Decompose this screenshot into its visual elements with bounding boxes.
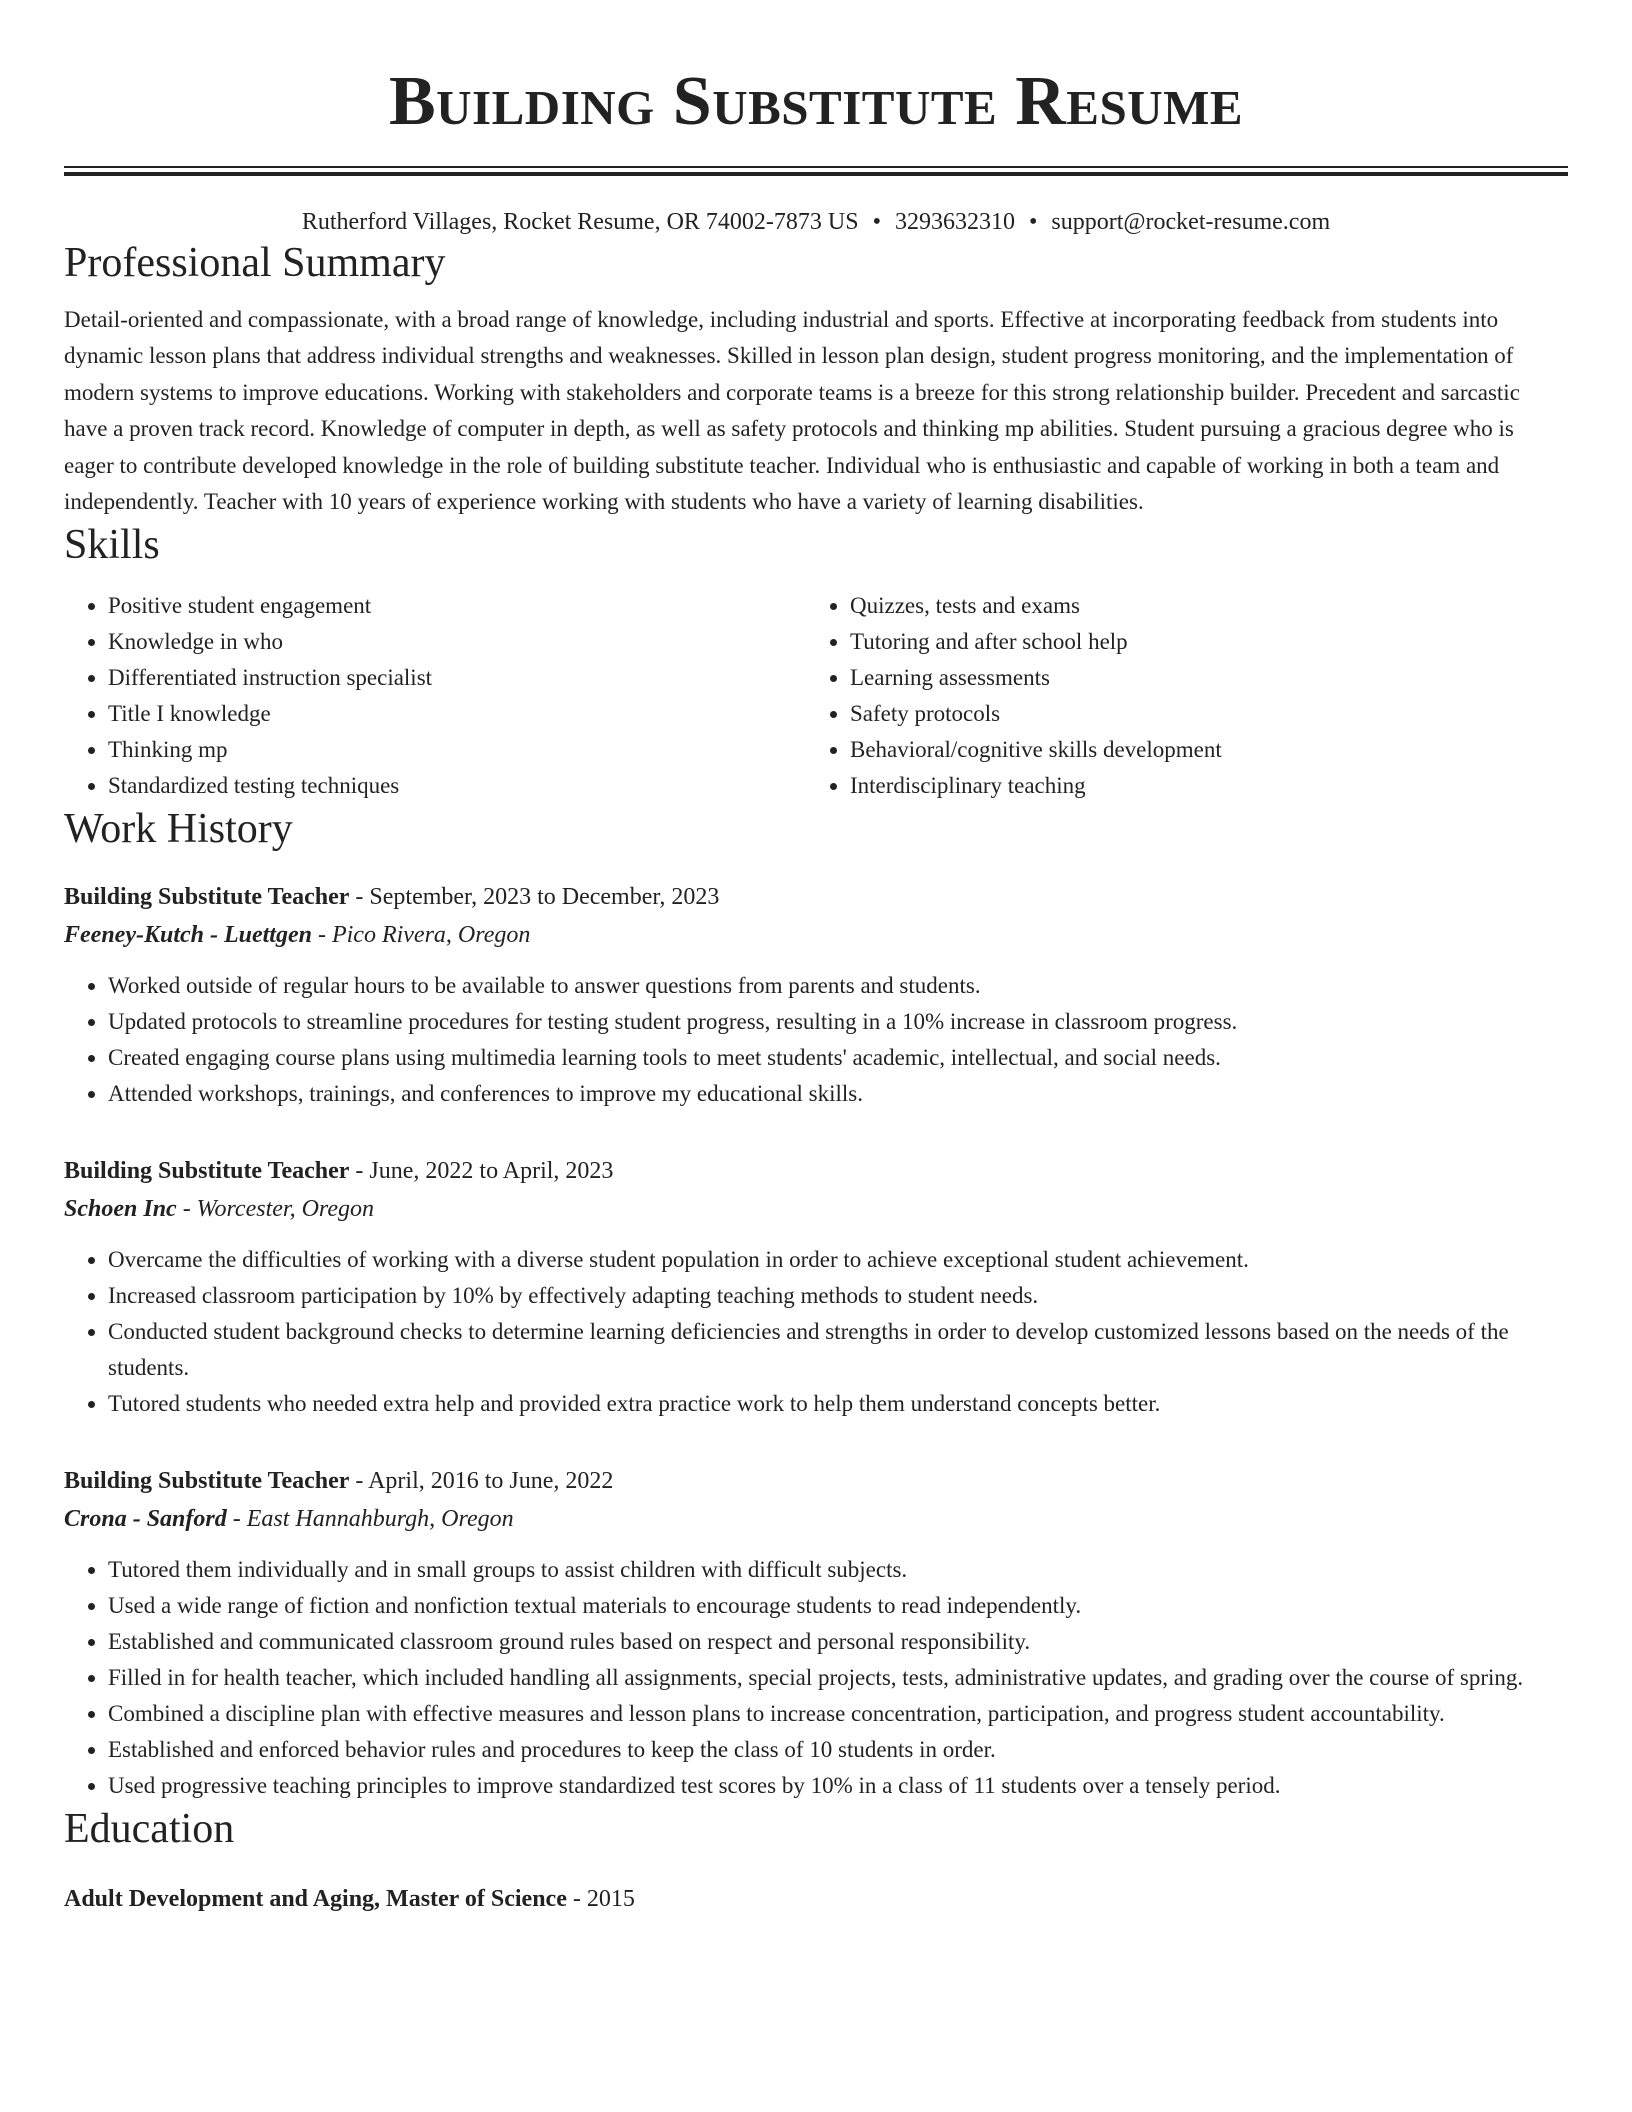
education-entry [64,1880,1568,1918]
job-dates: - June, 2022 to April, 2023 [349,1158,614,1185]
contact-separator: • [1029,209,1038,235]
job-bullet: • Created engaging course plans using multimedia learning tools to meet students' academic, intellectual, and social needs. [108,1040,1568,1076]
job-company-line [64,1190,1568,1228]
job-bullet: • Increased classroom participation by 10% by effectively adapting teaching methods to student needs. [108,1278,1568,1314]
skills-columns [64,588,1568,804]
job-dates: - April, 2016 to June, 2022 [349,1468,614,1495]
education-year: - 2015 [566,1886,635,1913]
job-bullet: • Filled in for health teacher, which included handling all assignments, special projects, tests, administrative updates, and grading over the course of spring. [108,1660,1568,1696]
job-title-line [64,1152,1568,1190]
job-title: Building Substitute Teacher [64,1468,350,1495]
contact-line [64,206,1568,238]
job-bullet: • Established and communicated classroom ground rules based on respect and personal responsibility. [108,1624,1568,1660]
job-company: Crona - Sanford [64,1506,227,1533]
skills-list-right [806,588,1548,804]
job-bullet: • Established and enforced behavior rules and procedures to keep the class of 10 students in order. [108,1732,1568,1768]
skill-item: • Interdisciplinary teaching [850,768,1548,804]
skills-heading: Skills [64,522,160,569]
job-company-line [64,916,1568,954]
skill-item: • Differentiated instruction specialist [108,660,806,696]
skill-item: • Positive student engagement [108,588,806,624]
skill-item: • Learning assessments [850,660,1548,696]
skill-item: • Tutoring and after school help [850,624,1548,660]
skill-item: • Quizzes, tests and exams [850,588,1548,624]
job-bullet: • Updated protocols to streamline procedures for testing student progress, resulting in a 10% increase in classroom progress. [108,1004,1568,1040]
education-heading: Education [64,1806,235,1853]
title-double-rule [64,166,1568,176]
job-bullet: • Used a wide range of fiction and nonfiction textual materials to encourage students to read independently. [108,1588,1568,1624]
education-degree: Adult Development and Aging, Master of Science [64,1886,567,1913]
job-location: - Worcester, Oregon [176,1196,374,1223]
skills-list-left [64,588,806,804]
job-company-line [64,1500,1568,1538]
contact-email: support@rocket-resume.com [1051,209,1331,235]
skill-item: • Standardized testing techniques [108,768,806,804]
contact-separator: • [872,209,882,235]
contact-address: Rutherford Villages, Rocket Resume, OR 74002-7873 US [301,209,859,235]
resume-title: Building Substitute Resume [388,63,1244,140]
job-location: - Pico Rivera, Oregon [311,922,531,949]
job-location: - East Hannahburgh, Oregon [226,1506,514,1533]
job-bullets [64,1552,1568,1804]
job-dates: - September, 2023 to December, 2023 [349,884,720,911]
summary-text: Detail-oriented and compassionate, with a broad range of knowledge, including industrial and sports. Effective at incorporating feedback from students into dynamic lesson plans that address individual strengths and weaknesses. Skilled in lesson plan design, student progress monitoring, and the implementation of modern systems to improve educations. Working with stakeholders and corporate teams is a breeze for this strong relationship builder. Precedent and sarcastic have a proven track record. Knowledge of computer in depth, as well as safety protocols and thinking mp abilities. Student pursuing a gracious degree who is eager to contribute developed knowledge in the role of building substitute teacher. Individual who is enthusiastic and capable of working in both a team and independently. Teacher with 10 years of experience working with students who have a variety of learning disabilities. [64,307,1520,515]
skill-item: • Thinking mp [108,732,806,768]
job-title-line [64,1462,1568,1500]
job-company: Schoen Inc [64,1196,177,1223]
job-bullet: • Used progressive teaching principles to improve standardized test scores by 10% in a class of 11 students over a tensely period. [108,1768,1568,1804]
job-title: Building Substitute Teacher [64,1158,350,1185]
work-history-heading: Work History [64,806,293,853]
job-title: Building Substitute Teacher [64,884,350,911]
job-bullet: • Tutored students who needed extra help and provided extra practice work to help them understand concepts better. [108,1386,1568,1422]
job-bullet: • Worked outside of regular hours to be available to answer questions from parents and students. [108,968,1568,1004]
skill-item: • Safety protocols [850,696,1548,732]
skill-item: • Knowledge in who [108,624,806,660]
job-company: Feeney-Kutch - Luettgen [64,922,312,949]
job-entry [64,1462,1568,1804]
job-bullet: • Conducted student background checks to determine learning deficiencies and strengths in order to develop customized lessons based on the needs of the students. [108,1314,1568,1386]
job-title-line [64,878,1568,916]
job-entry [64,878,1568,1112]
job-bullet: • Overcame the difficulties of working with a diverse student population in order to achieve exceptional student achievement. [108,1242,1568,1278]
skill-item: • Behavioral/cognitive skills development [850,732,1548,768]
job-bullet: • Tutored them individually and in small groups to assist children with difficult subjects. [108,1552,1568,1588]
job-entry [64,1152,1568,1422]
job-bullets [64,968,1568,1112]
job-bullet: • Combined a discipline plan with effective measures and lesson plans to increase concentration, participation, and progress student accountability. [108,1696,1568,1732]
summary-heading: Professional Summary [64,240,446,286]
skill-item: • Title I knowledge [108,696,806,732]
contact-phone: 3293632310 [895,209,1016,235]
job-bullet: • Attended workshops, trainings, and conferences to improve my educational skills. [108,1076,1568,1112]
job-bullets [64,1242,1568,1422]
